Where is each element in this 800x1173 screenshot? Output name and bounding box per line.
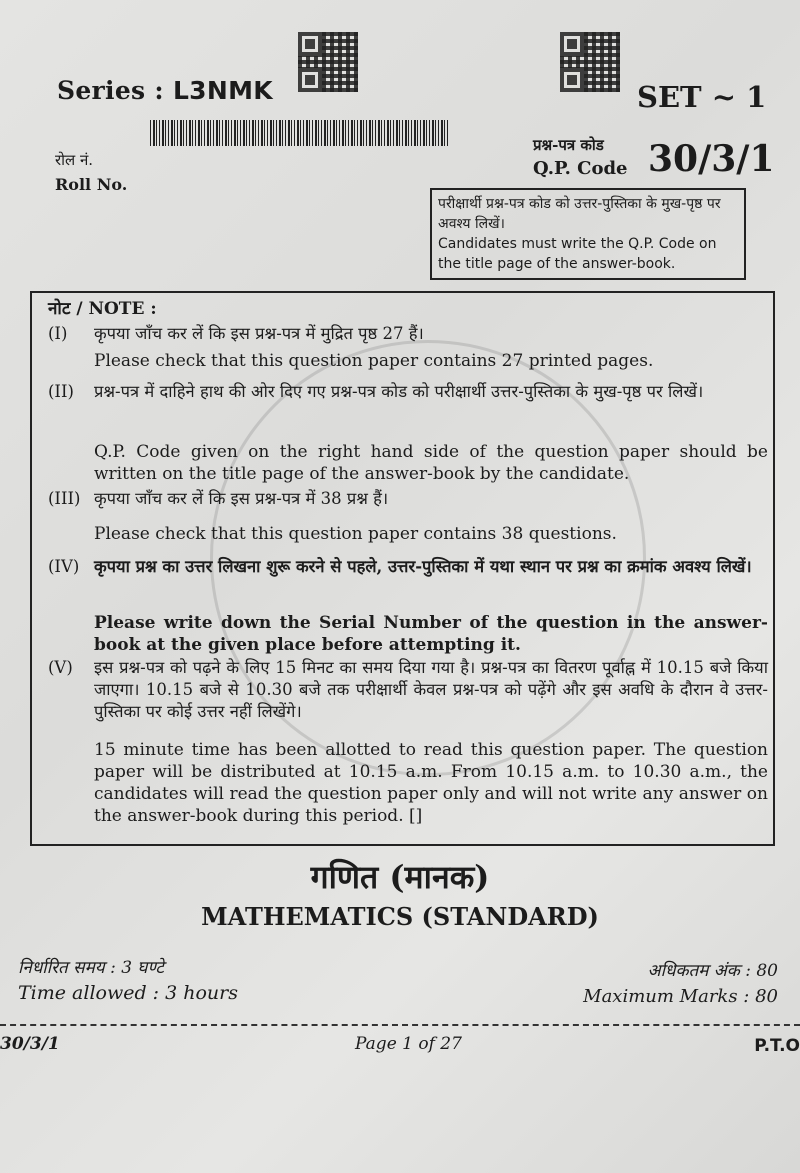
note-item-english: 15 minute time has been allotted to read this question paper. The question paper will be distributed at 10.15 a.m. From 10.15 a.m. to 10.30 a.m., the candidates will read the question paper only and will not write any answer on the answer-book during this period. [] [94,740,768,826]
time-allowed-hindi: निर्धारित समय : 3 घण्टे [18,958,164,978]
note-item-number: (I) [48,324,68,343]
series-label [57,76,273,105]
note-item-hindi: प्रश्न-पत्र में दाहिने हाथ की ओर दिए गए प्रश्न-पत्र कोड को परीक्षार्थी उत्तर-पुस्तिका के मुख-पृष्ठ पर लिखें। [94,382,704,401]
note-title: नोट / NOTE : [48,299,157,319]
note-item-number: (IV) [48,557,80,576]
series-code: L3NMK [172,76,273,105]
max-marks-english: Maximum Marks : 80 [583,986,778,1007]
note-item-hindi: कृपया प्रश्न का उत्तर लिखना शुरू करने से पहले, उत्तर-पुस्तिका में यथा स्थान पर प्रश्न का क्रमांक अवश्य लिखें। [94,557,752,576]
note-item-number: (II) [48,382,74,401]
note-item-2 [48,381,768,491]
barcode [150,120,450,146]
time-allowed-english: Time allowed : 3 hours [18,982,238,1004]
roll-label-english: Roll No. [55,175,128,194]
note-item-hindi: कृपया जाँच कर लें कि इस प्रश्न-पत्र में 38 प्रश्न हैं। [94,489,389,508]
note-item-3 [48,488,768,548]
footer-qp-code: 30/3/1 [0,1034,60,1054]
qp-instruction-hindi: परीक्षार्थी प्रश्न-पत्र कोड को उत्तर-पुस्तिका के मुख-पृष्ठ पर अवश्य लिखें। [438,196,721,232]
qp-label-hindi: प्रश्न-पत्र कोड [533,136,604,154]
qp-instruction-box [430,188,746,280]
note-item-number: (III) [48,489,81,508]
note-item-hindi: कृपया जाँच कर लें कि इस प्रश्न-पत्र में मुद्रित पृष्ठ 27 हैं। [94,324,424,343]
note-item-english: Please write down the Serial Number of the question in the answer-book at the given place before attempting it. [94,613,768,655]
qp-code: 30/3/1 [648,138,775,180]
roll-label-hindi: रोल नं. [55,151,94,169]
note-item-hindi: इस प्रश्न-पत्र को पढ़ने के लिए 15 मिनट का समय दिया गया है। प्रश्न-पत्र का वितरण पूर्वाह्न में 10.15 बजे किया जाएगा। 10.15 बजे से 10.30 बजे तक परीक्षार्थी केवल प्रश्न-पत्र को पढ़ेंगे और इस अवधि के दौरान वे उत्तर-पुस्तिका पर कोई उत्तर नहीं लिखेंगे। [94,658,768,721]
qr-code-left [298,32,358,92]
qr-code-right [560,32,620,92]
subject-title-hindi: गणित (मानक) [310,858,490,896]
footer-pto: P.T.O [754,1036,800,1056]
series-prefix: Series : [57,76,173,105]
note-item-1 [48,323,768,383]
footer-page-number: Page 1 of 27 [355,1034,462,1054]
qp-label-english: Q.P. Code [533,158,628,179]
max-marks-hindi: अधिकतम अंक : 80 [647,961,778,981]
note-item-5 [48,657,768,842]
footer-divider [0,1024,800,1026]
subject-title-english: MATHEMATICS (STANDARD) [201,902,599,931]
qp-instruction-english: Candidates must write the Q.P. Code on the title page of the answer-book. [438,236,717,272]
note-item-number: (V) [48,658,73,677]
note-item-english: Please check that this question paper contains 27 printed pages. [94,351,654,371]
note-item-english: Q.P. Code given on the right hand side of the question paper should be written on the title page of the answer-book by the candidate. [94,442,768,484]
note-item-4 [48,556,768,656]
set-number: SET ~ 1 [637,80,767,114]
note-item-english: Please check that this question paper contains 38 questions. [94,524,617,544]
